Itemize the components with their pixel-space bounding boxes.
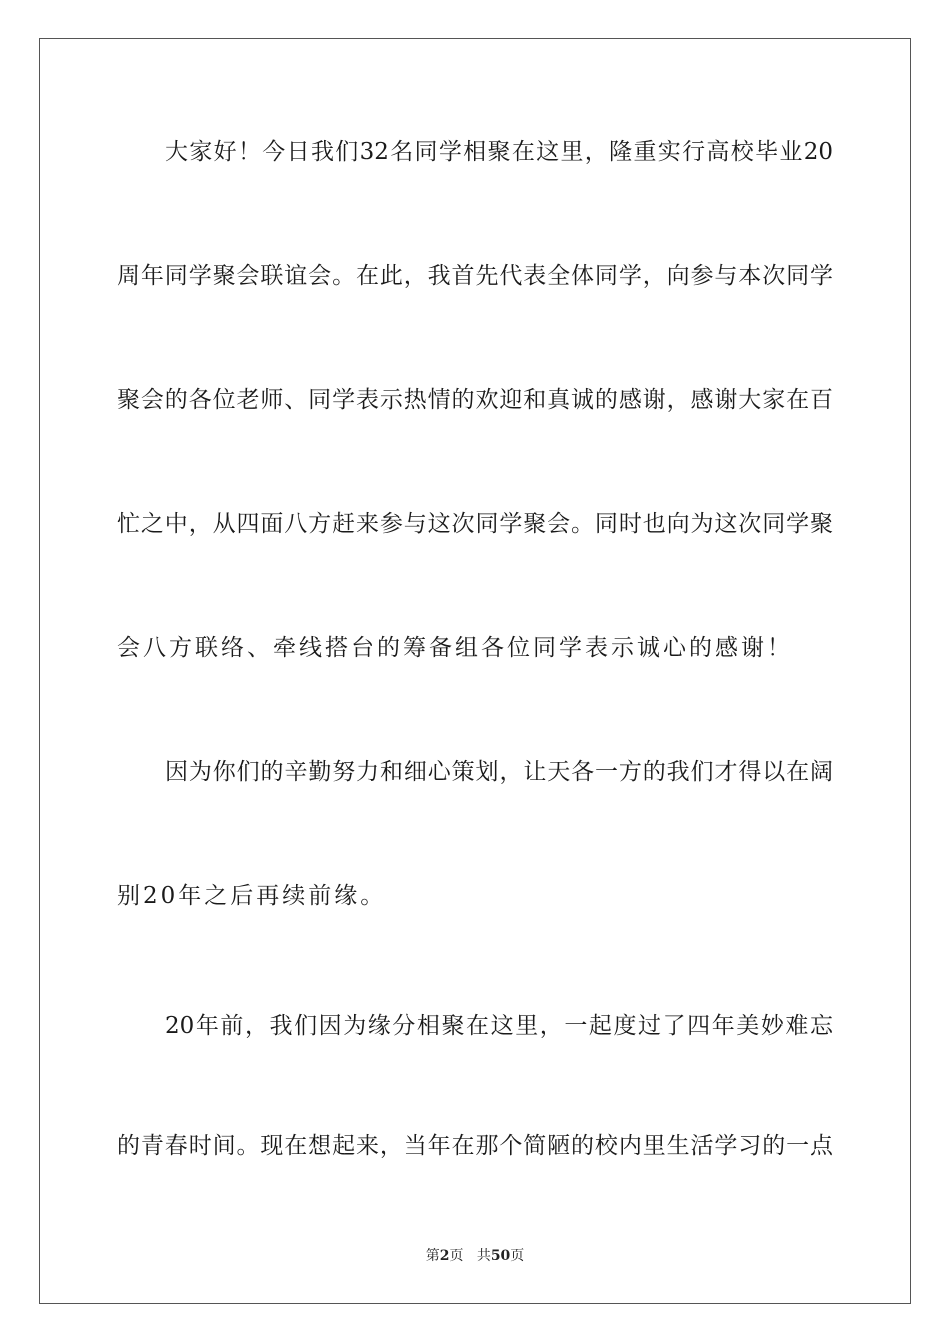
page-border	[39, 38, 911, 1304]
text-line-3: 聚会的各位老师、同学表示热情的欢迎和真诚的感谢，感谢大家在百	[117, 387, 833, 413]
footer-page-suffix: 页	[449, 1248, 464, 1264]
footer-page-prefix: 第	[425, 1248, 440, 1264]
text-line-4: 忙之中，从四面八方赶来参与这次同学聚会。同时也向为这次同学聚	[117, 511, 833, 537]
page-footer	[0, 1246, 950, 1266]
text-line-6: 因为你们的辛勤努力和细心策划，让天各一方的我们才得以在阔	[165, 759, 833, 785]
footer-total-suffix: 页	[510, 1248, 525, 1264]
footer-total-pages: 50	[490, 1248, 511, 1264]
footer-total-prefix: 共	[476, 1248, 491, 1264]
text-line-9: 的青春时间。现在想起来，当年在那个简陋的校内里生活学习的一点	[117, 1133, 833, 1159]
text-line-1: 大家好！今日我们32名同学相聚在这里，隆重实行高校毕业20	[165, 139, 833, 165]
text-line-7: 别20年之后再续前缘。	[117, 883, 387, 909]
text-line-5: 会八方联络、牵线搭台的筹备组各位同学表示诚心的感谢！	[117, 635, 793, 661]
text-line-8: 20年前，我们因为缘分相聚在这里，一起度过了四年美妙难忘	[165, 1013, 833, 1039]
footer-page-number: 2	[439, 1248, 450, 1264]
text-line-2: 周年同学聚会联谊会。在此，我首先代表全体同学，向参与本次同学	[117, 263, 833, 289]
